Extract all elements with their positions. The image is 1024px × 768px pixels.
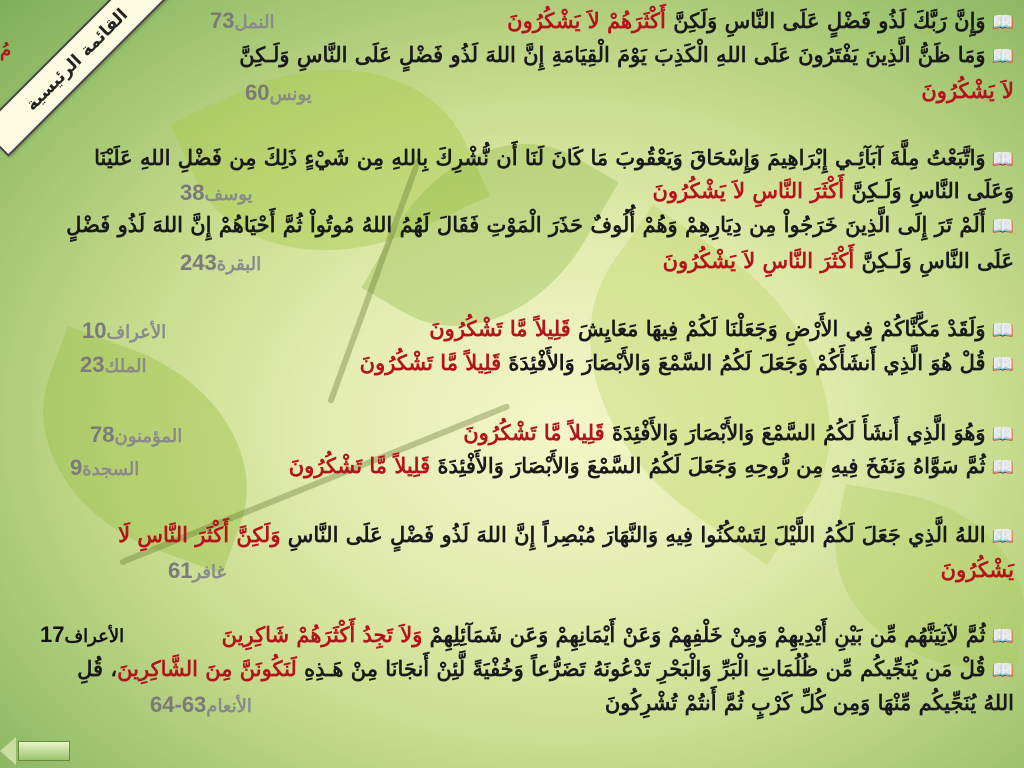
surah-name: غافر [192,562,226,582]
edge-text: مُ [0,40,12,61]
verse-text: قُلْ مَن يُنَجِّيكُم مِّن ظُلُمَاتِ الْبَرِّ وَالْبَحْرِ تَدْعُونَهُ تَضَرُّعاً وَخُفْيَةً لَّئِنْ أَنجَانَا مِنْ هَـذِهِ [296,656,986,681]
verse-text: وَلَقَدْ مَكَّنَّاكُمْ فِي الأَرْضِ وَجَعَلْنَا لَكُمْ فِيهَا مَعَايِشَ [570,316,986,341]
main-menu-banner[interactable] [0,0,174,157]
open-book-icon[interactable]: 📖 [991,626,1014,647]
verse-reference [90,422,182,448]
verse-number: 243 [180,250,217,275]
surah-name: الملك [104,356,147,376]
open-book-icon[interactable]: 📖 [991,424,1014,445]
verse-text: ثُمَّ سَوَّاهُ وَنَفَخَ فِيهِ مِن رُّوحِهِ وَجَعَلَ لَكُمُ السَّمْعَ وَالأَبْصَارَ وَالأَفْئِدَةَ [430,453,986,478]
verse-number: 9 [70,455,83,480]
verse-line [507,8,1014,36]
verse-text: وَإِنَّ رَبَّكَ لَذُو فَضْلٍ عَلَى النَّاسِ وَلَكِنَّ [665,8,986,33]
verse-highlight: وَلَكِنَّ أَكْثَرَ النَّاسِ لَا [118,522,281,547]
verse-reference [180,250,261,276]
verse-highlight: لَنَكُونَنَّ مِنَ الشَّاكِرِينَ [117,656,297,681]
verse-line [94,145,1014,173]
verse-text: عَلَى النَّاسِ وَلَـكِنَّ [854,248,1014,273]
verse-line [66,212,1014,240]
verse-number: 73 [210,8,235,33]
verse-highlight: قَلِيلاً مَّا تَشْكُرُونَ [463,420,605,445]
surah-name: يونس [269,84,312,104]
verse-reference [168,558,226,584]
surah-name: النمل [234,12,275,32]
verse-text: أَلَمْ تَرَ إِلَى الَّذِينَ خَرَجُواْ مِن دِيَارِهِمْ وَهُمْ أُلُوفٌ حَذَرَ الْمَوْتِ فَقَالَ لَهُمُ اللهُ مُوتُواْ ثُمَّ أَحْيَاهُمْ إِنَّ اللهَ لَذُو فَضْلٍ [66,212,986,237]
verse-text: وَمَا ظَنُّ الَّذِينَ يَفْتَرُونَ عَلَى اللهِ الْكَذِبَ يَوْمَ الْقِيَامَةِ إِنَّ اللهَ لَذُو فَضْلٍ عَلَى النَّاسِ وَلَـكِنَّ [239,42,986,67]
verse-number: 38 [180,180,205,205]
verse-highlight: أَكْثَرَ النَّاسِ لاَ يَشْكُرُونَ [662,248,855,273]
open-book-icon[interactable]: 📖 [991,320,1014,341]
verse-number: 60 [245,80,270,105]
open-book-icon[interactable]: 📖 [991,660,1014,681]
back-arrow-icon [0,737,16,765]
verse-line [921,78,1014,104]
verse-number: 23 [80,352,105,377]
verse-line [118,522,1014,550]
verse-reference [40,622,124,648]
verse-text: اللهُ يُنَجِّيكُم مِّنْهَا وَمِن كُلِّ كَرْبٍ ثُمَّ أَنتُمْ تُشْرِكُونَ [604,690,1014,715]
verse-highlight: أَكْثَرَهُمْ لاَ يَشْكُرُونَ [507,8,666,33]
verse-highlight: لاَ يَشْكُرُونَ [921,78,1014,103]
verse-line [663,248,1014,274]
surah-name: الأنعام [206,696,252,716]
verse-reference [245,80,312,106]
verse-line [652,178,1014,204]
verse-reference [150,692,252,718]
verse-text: اللهُ الَّذِي جَعَلَ لَكُمُ اللَّيْلَ لِتَسْكُنُوا فِيهِ وَالنَّهَارَ مُبْصِراً إِنَّ اللهَ لَذُو فَضْلٍ عَلَى النَّاسِ [280,522,986,547]
verse-reference [82,318,166,344]
back-button[interactable] [0,736,80,766]
surah-name: السجدة [82,459,140,479]
verse-line [222,622,1014,650]
verse-highlight: قَلِيلاً مَّا تَشْكُرُونَ [288,453,431,478]
verse-reference [210,8,274,34]
verse-reference [70,455,139,481]
main-menu-label: القائمة الرئيسية [22,5,132,115]
open-book-icon[interactable]: 📖 [991,216,1014,237]
verse-reference [80,352,147,378]
open-book-icon[interactable]: 📖 [991,354,1014,375]
verse-highlight: أَكْثَرَ النَّاسِ لاَ يَشْكُرُونَ [652,178,845,203]
verse-line [239,42,1014,70]
nav-bar [18,741,70,761]
verse-line [360,350,1014,378]
verse-highlight: قَلِيلاً مَّا تَشْكُرُونَ [359,350,502,375]
open-book-icon[interactable]: 📖 [991,457,1014,478]
open-book-icon[interactable]: 📖 [991,12,1014,33]
surah-name: الأعراف [106,322,167,342]
verse-line [429,316,1014,344]
verse-text: وَعَلَى النَّاسِ وَلَـكِنَّ [844,178,1014,203]
verse-text: وَاتَّبَعْتُ مِلَّةَ آبَآئِـي إِبْرَاهِيمَ وَإِسْحَاقَ وَيَعْقُوبَ مَا كَانَ لَنَا أَن نُّشْرِكَ بِاللهِ مِن شَيْءٍ ذَلِكَ مِن فَضْلِ اللهِ عَلَيْنَا [94,145,986,170]
verse-line [77,656,1014,684]
verse-highlight: يَشْكُرُونَ [940,557,1014,582]
surah-name: الأعراف [64,626,125,646]
surah-name: يوسف [204,184,253,204]
open-book-icon[interactable]: 📖 [991,46,1014,67]
surah-name: البقرة [216,254,262,274]
open-book-icon[interactable]: 📖 [991,149,1014,170]
verse-number: 63-64 [150,692,207,717]
verse-number: 78 [90,422,115,447]
verse-text: ثُمَّ لآتِيَنَّهُم مِّن بَيْنِ أَيْدِيهِمْ وَمِنْ خَلْفِهِمْ وَعَنْ أَيْمَانِهِمْ وَعَن شَمَآئِلِهِمْ [422,622,986,647]
verse-line [941,557,1014,583]
surah-name: المؤمنون [114,426,183,446]
verse-reference [180,180,253,206]
verse-highlight: قَلِيلاً مَّا تَشْكُرُونَ [429,316,571,341]
verse-line [289,453,1014,481]
open-book-icon[interactable]: 📖 [991,526,1014,547]
verse-number: 17 [40,622,65,647]
verse-number: 10 [82,318,107,343]
verse-line [605,690,1014,716]
verse-tail: ، قُلِ [77,656,118,681]
verse-text: وَهُوَ الَّذِي أَنشَأَ لَكُمُ السَّمْعَ وَالأَبْصَارَ وَالأَفْئِدَةَ [604,420,986,445]
verse-line [463,420,1014,448]
verse-number: 61 [168,558,193,583]
verse-highlight: وَلاَ تَجِدُ أَكْثَرَهُمْ شَاكِرِينَ [221,622,423,647]
verse-text: قُلْ هُوَ الَّذِي أَنشَأَكُمْ وَجَعَلَ لَكُمُ السَّمْعَ وَالأَبْصَارَ وَالأَفْئِدَةَ [501,350,986,375]
